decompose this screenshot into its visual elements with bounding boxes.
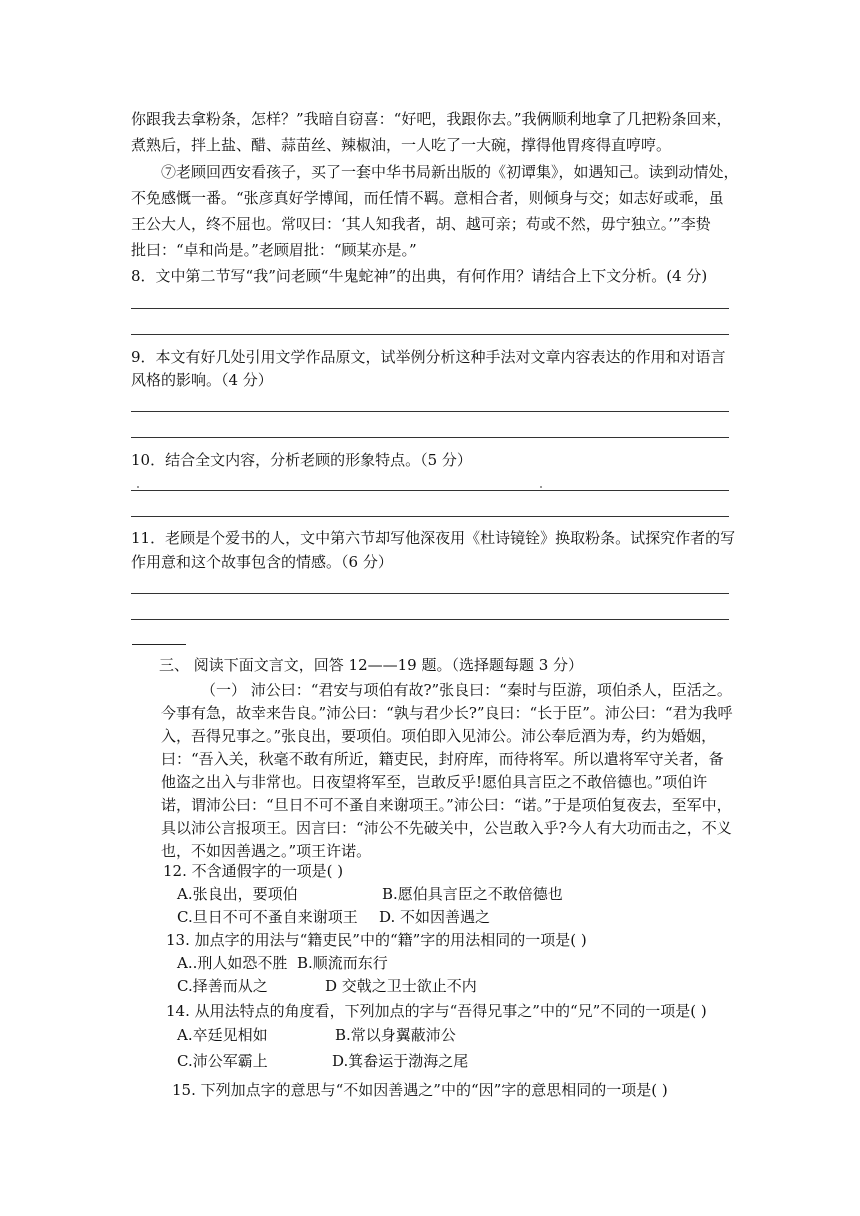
passage-line: 煮熟后，拌上盐、醋、蒜苗丝、辣椒油，一人吃了一大碗，撑得他胃疼得直哼哼。: [131, 136, 672, 154]
classical-text-line: 曰：“吾入关，秋毫不敢有所近，籍吏民，封府库，而待将军。所以遣将军守关者，备: [161, 750, 724, 768]
option-c[interactable]: C.择善而从之: [177, 977, 268, 995]
passage-paragraph-7: ⑦老顾回西安看孩子，买了一套中华书局新出版的《初谭集》，如遇知己。读到动情处，: [161, 163, 739, 181]
answer-line[interactable]: [131, 308, 729, 309]
classical-text-line: 入，吾得兄事之。”张良出，要项伯。项伯即入见沛公。沛公奉卮酒为寿，约为婚姻，: [161, 727, 717, 745]
section-3-heading: 三、 阅读下面文言文，回答 12——19 题。（选择题每题 3 分）: [159, 656, 584, 674]
classical-text-line: 也，不如因善遇之。”项王许诺。: [161, 842, 372, 860]
answer-line[interactable]: [131, 516, 729, 517]
speck: [137, 486, 139, 488]
question-14: 14. 从用法特点的角度看，下列加点的字与“吾得兄事之”中的“兄”不同的一项是( ): [166, 1002, 707, 1020]
answer-line[interactable]: [131, 490, 729, 491]
option-a[interactable]: A.卒廷见相如: [177, 1026, 268, 1044]
option-b[interactable]: B.常以身翼蔽沛公: [335, 1026, 456, 1044]
passage-line: 你跟我去拿粉条，怎样？”我暗自窃喜：“好吧，我跟你去。”我俩顺利地拿了几把粉条回来，: [131, 110, 732, 128]
option-a[interactable]: A.张良出，要项伯: [177, 885, 298, 903]
answer-line[interactable]: [131, 593, 729, 594]
passage-line: 不免感慨一番。“张彦真好学博闻，而任情不羁。意相合者，则倾身与交；如志好或乖，虽: [131, 189, 724, 207]
question-15: 15. 下列加点字的意思与“不如因善遇之”中的“因”字的意思相同的一项是( ): [172, 1081, 668, 1099]
question-11-cont: 作用意和这个故事包含的情感。（6 分）: [131, 553, 393, 571]
question-11: 11．老顾是个爱书的人，文中第六节却写他深夜用《杜诗镜铨》换取粉条。试探究作者的写: [131, 529, 736, 547]
option-d[interactable]: D.箕畚运于渤海之尾: [332, 1052, 469, 1070]
section-divider: [132, 644, 186, 645]
option-a[interactable]: A..刑人如恐不胜: [177, 954, 288, 972]
answer-line[interactable]: [131, 437, 729, 438]
classical-text-line: 诺，谓沛公曰：“旦日不可不蚤自来谢项王。”沛公曰：“诺。”于是项伯复夜去，至军中，: [161, 796, 732, 814]
answer-line[interactable]: [131, 619, 729, 620]
speck: [540, 486, 542, 488]
question-9-cont: 风格的影响。（4 分）: [131, 371, 273, 389]
option-b[interactable]: B.顺流而东行: [297, 954, 388, 972]
question-13: 13. 加点字的用法与“籍吏民”中的“籍”字的用法相同的一项是( ): [166, 931, 587, 949]
option-d[interactable]: D 交戟之卫士欲止不内: [325, 977, 477, 995]
classical-text-line: 今事有急，故幸来告良。”沛公曰：“孰与君少长?”良曰：“长于臣”。沛公曰：“君为我呼: [161, 704, 733, 722]
classical-text-line: 他盗之出入与非常也。日夜望将军至，岂敢反乎!愿伯具言臣之不敢倍德也。”项伯许: [161, 773, 708, 791]
option-c[interactable]: C.旦日不可不蚤自来谢项王: [177, 908, 358, 926]
option-c[interactable]: C.沛公军霸上: [177, 1052, 268, 1070]
question-8: 8．文中第二节写“我”问老顾“牛鬼蛇神”的出典，有何作用？请结合上下文分析。(4 分): [131, 267, 708, 285]
question-10: 10．结合全文内容，分析老顾的形象特点。（5 分）: [131, 451, 472, 469]
classical-text-line: 具以沛公言报项王。因言曰：“沛公不先破关中，公岂敢入乎?今人有大功而击之，不义: [161, 819, 732, 837]
answer-line[interactable]: [131, 334, 729, 335]
classical-text-line: （一） 沛公曰：“君安与项伯有故?”张良曰：“秦时与臣游，项伯杀人，臣活之。: [201, 681, 732, 699]
question-12: 12. 不含通假字的一项是( ): [163, 862, 344, 880]
option-b[interactable]: B.愿伯具言臣之不敢倍德也: [382, 885, 563, 903]
passage-line: 王公大人，终不屈也。常叹曰：‘其人知我者，胡、越可亲；苟或不然，毋宁独立。’”李贽: [131, 215, 711, 233]
passage-line: 批曰：“卓和尚是。”老顾眉批：“顾某亦是。”: [131, 241, 417, 259]
question-9: 9．本文有好几处引用文学作品原文，试举例分析这种手法对文章内容表达的作用和对语言: [131, 348, 726, 366]
answer-line[interactable]: [131, 411, 729, 412]
option-d[interactable]: D. 不如因善遇之: [379, 908, 491, 926]
